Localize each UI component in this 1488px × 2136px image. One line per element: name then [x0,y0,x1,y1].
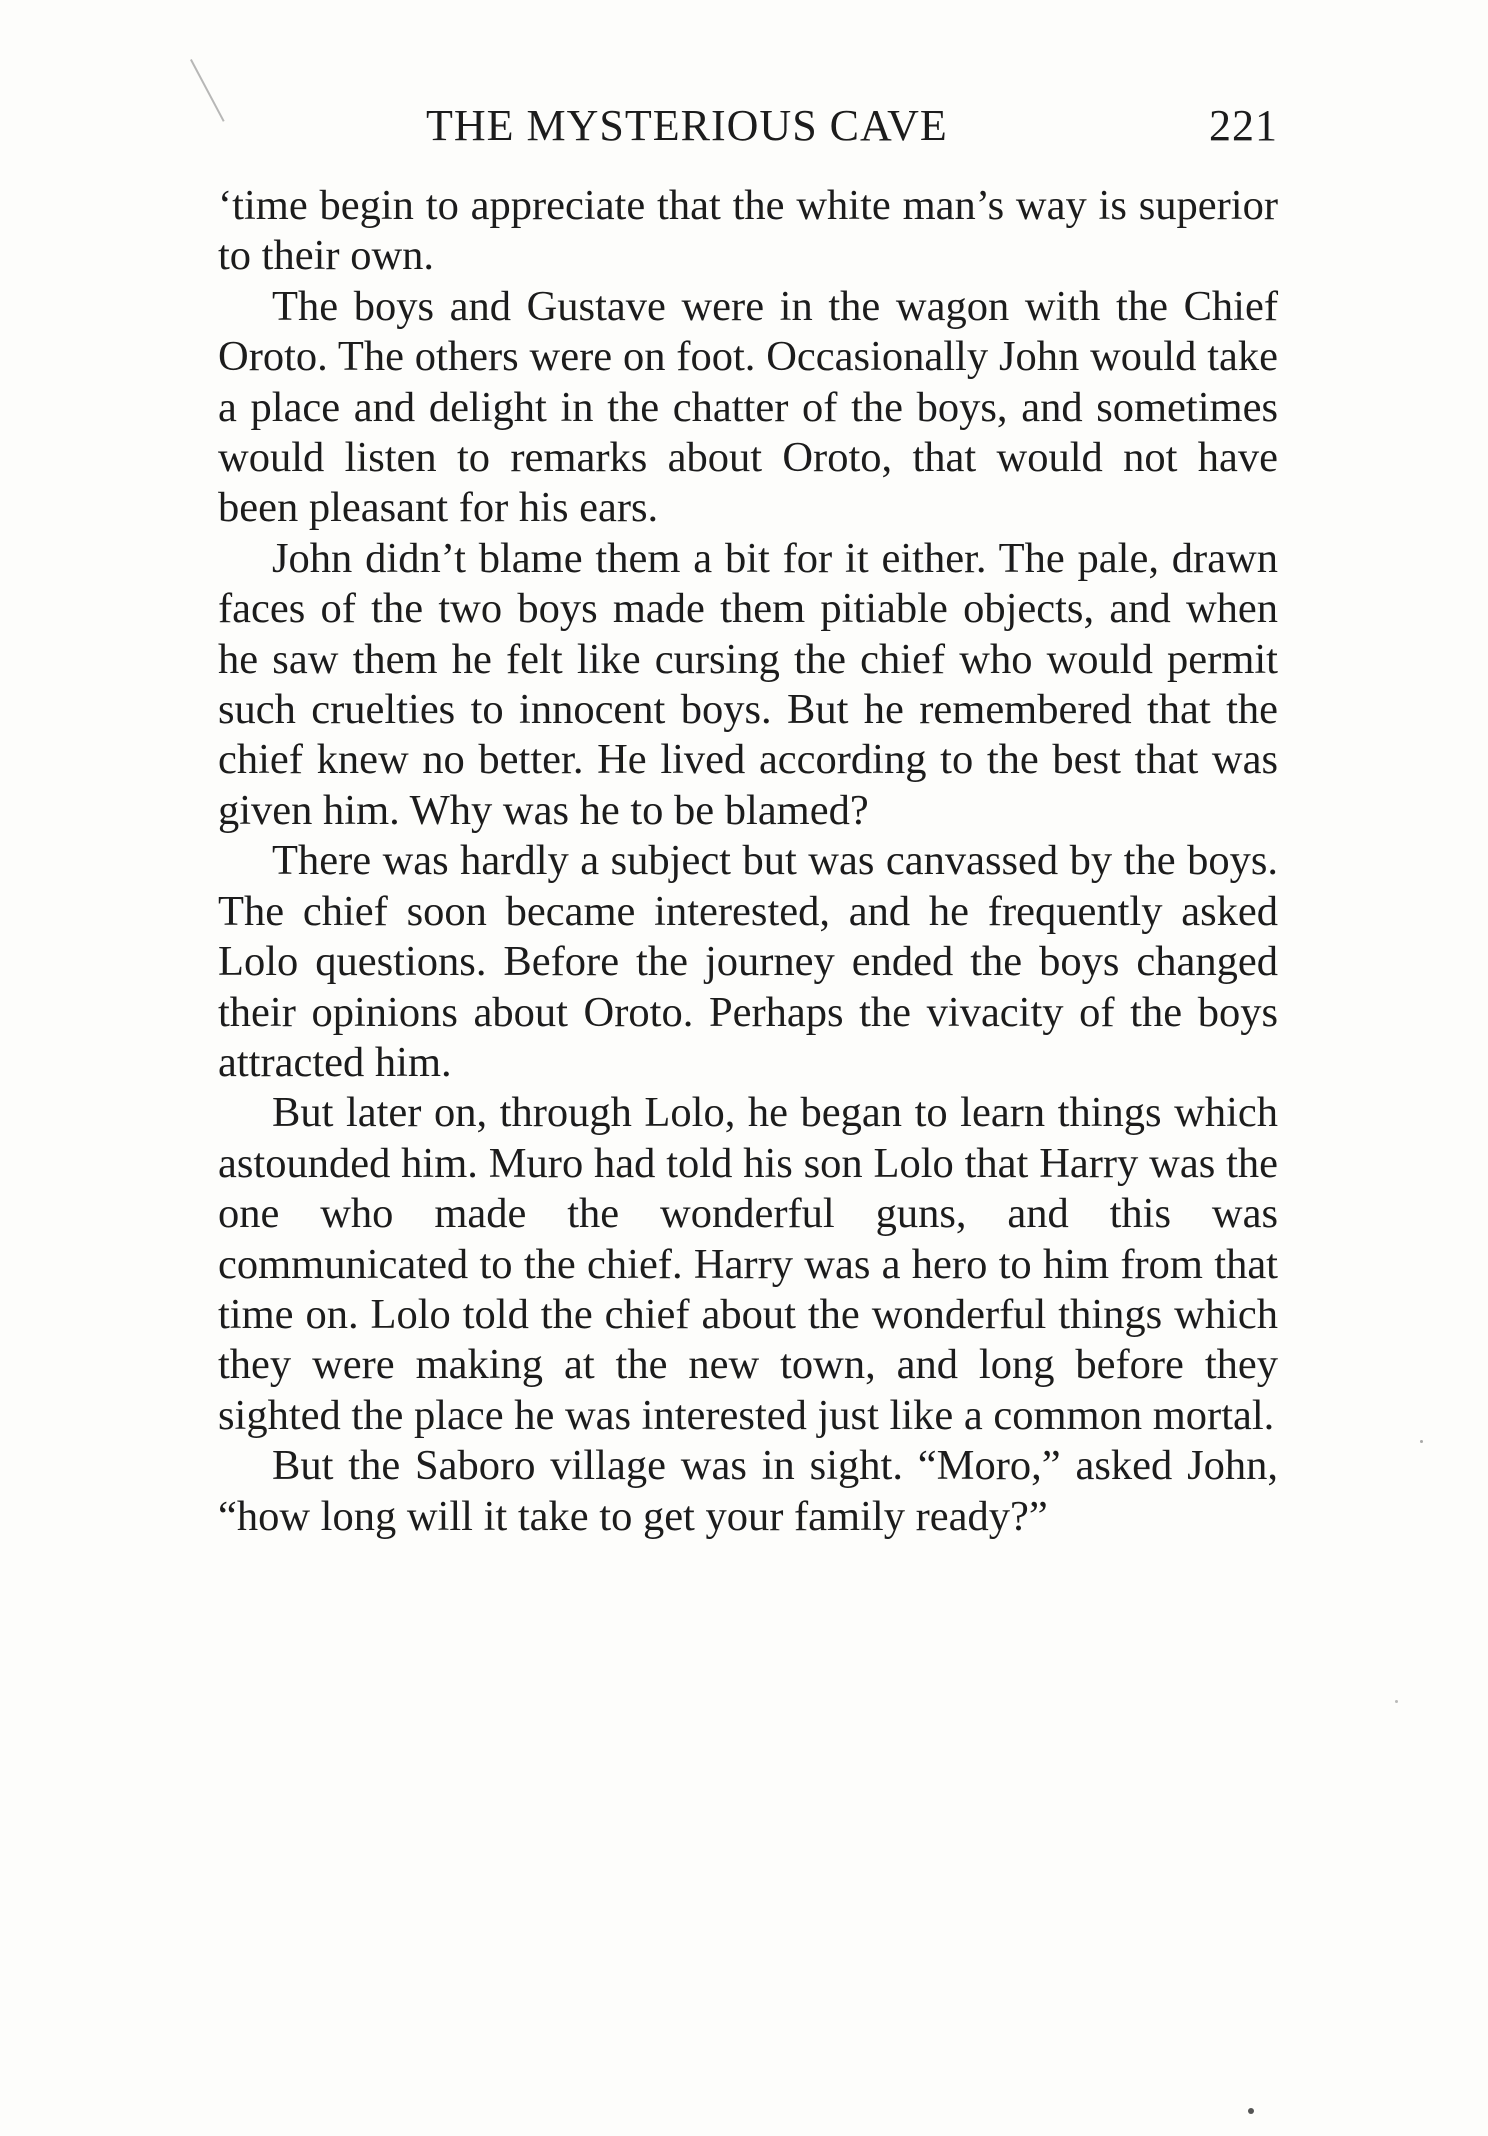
ink-speck [1395,1700,1398,1703]
paragraph: John didn’t blame them a bit for it either. The pale, drawn faces of the two boys made them pitiable objects, and when he saw them he felt like cursing the chief who would permit such cruelties to innocent boys. But he remembered that the chief knew no better. He lived according to the best that was given him. Why was he to be blamed? [218,534,1278,834]
page-number: 221 [1209,101,1278,150]
paragraph: But later on, through Lolo, he began to learn things which astounded him. Muro had told his son Lolo that Harry was the one who made the wonderful guns, and this was communicated to the chief. Harry was a hero to him from that time on. Lolo told the chief about the wonderful things which they were making at the new town, and long before they sighted the place he was interested just like a common mortal. [218,1089,1278,1439]
chapter-title: THE MYSTERIOUS CAVE [426,101,948,150]
running-header [218,100,1278,160]
paragraph: The boys and Gustave were in the wagon with the Chief Oroto. The others were on foot. Occasionally John would take a place and delight in the chatter of the boys, and sometimes would listen to remarks about Oroto, that would not have been pleasant for his ears. [218,282,1278,532]
paragraph: But the Saboro village was in sight. “Moro,” asked John, “how long will it take to get your family ready?” [218,1442,1278,1540]
paragraph: ‘time begin to appreciate that the white man’s way is superior to their own. [218,182,1278,280]
paragraph: There was hardly a subject but was canvassed by the boys. The chief soon became interested, and he frequently asked Lolo questions. Before the journey ended the boys changed their opinions about Oroto. Perhaps the vivacity of the boys attracted him. [218,837,1278,1086]
body-text [218,181,1278,1542]
ink-speck [1248,2108,1254,2114]
ink-speck [1420,1440,1423,1443]
